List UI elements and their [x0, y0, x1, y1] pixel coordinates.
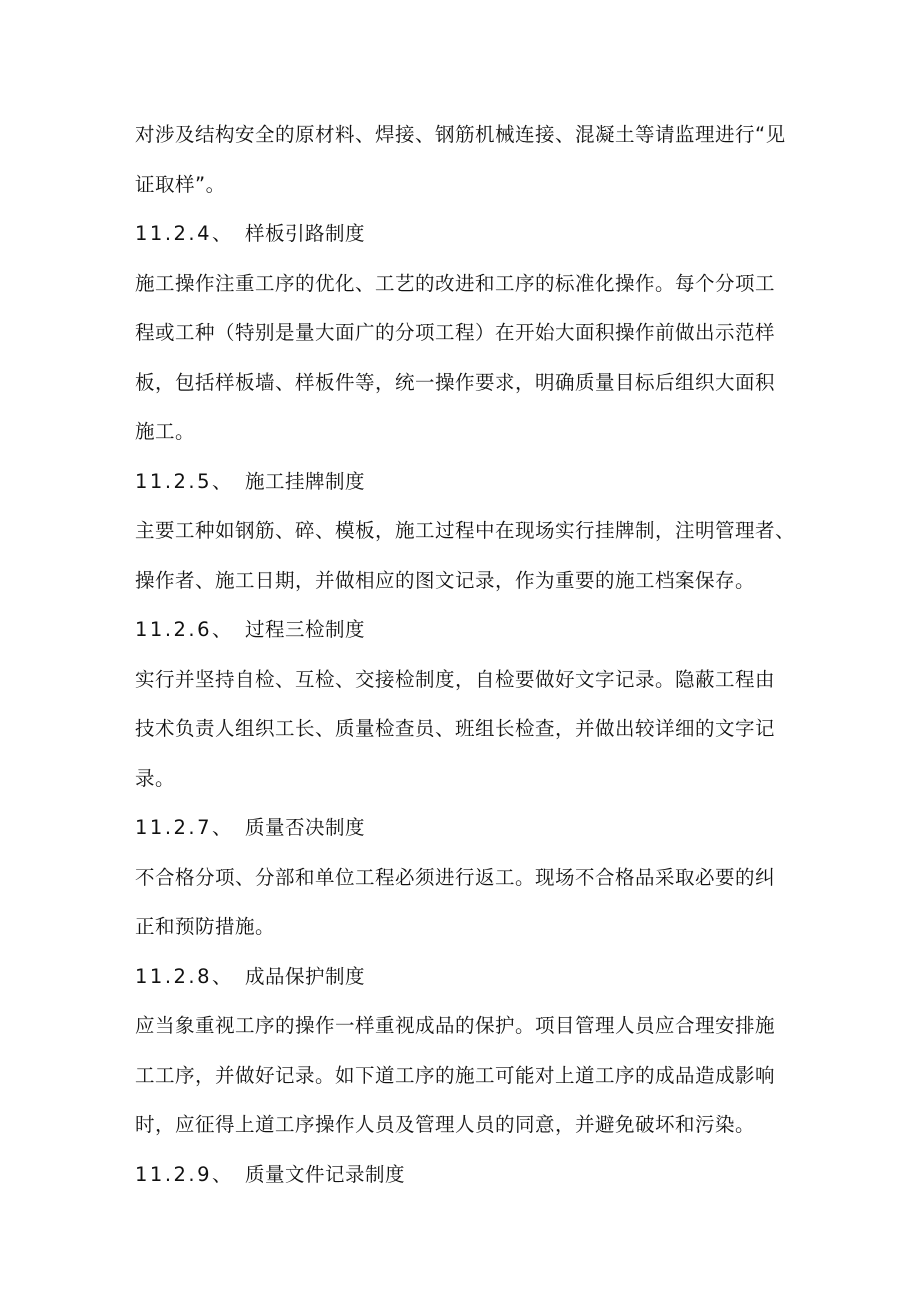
section-number: 11.2.4、 [135, 222, 235, 245]
document-page [135, 116, 795, 1205]
paragraph-line: 证取样”。 [135, 172, 226, 196]
section-title: 过程三检制度 [245, 618, 366, 641]
paragraph-line: 施工。 [135, 420, 196, 443]
section-heading [135, 611, 795, 661]
paragraph-line: 时，应征得上道工序操作人员及管理人员的同意，并避免破坏和污染。 [135, 1113, 756, 1136]
section-heading [135, 958, 795, 1008]
section-number: 11.2.7、 [135, 816, 235, 839]
paragraph-line: 正和预防措施。 [135, 915, 276, 938]
section-title: 质量否决制度 [245, 816, 366, 839]
section-number: 11.2.5、 [135, 469, 235, 493]
section-title: 样板引路制度 [245, 222, 366, 245]
paragraph-line: 程或工种（特别是量大面广的分项工程）在开始大面积操作前做出示范样 [135, 321, 776, 344]
paragraph-line: 录。 [135, 766, 176, 790]
section-title: 成品保护制度 [245, 964, 366, 988]
paragraph-line: 技术负责人组织工长、质量检查员、班组长检查，并做出较详细的文字记 [135, 717, 776, 740]
paragraph-line: 应当象重视工序的操作一样重视成品的保护。项目管理人员应合理安排施 [135, 1014, 776, 1037]
paragraph-line: 主要工种如钢筋、碎、模板，施工过程中在现场实行挂牌制，注明管理者、 [135, 519, 796, 542]
section-title: 质量文件记录制度 [245, 1162, 406, 1186]
section-number: 11.2.8、 [135, 964, 235, 988]
section-heading [135, 463, 795, 513]
paragraph-line: 工工序，并做好记录。如下道工序的施工可能对上道工序的成品造成影响 [135, 1063, 776, 1087]
section-number: 11.2.9、 [135, 1162, 235, 1186]
paragraph-line: 对涉及结构安全的原材料、焊接、钢筋机械连接、混凝土等请监理进行“见 [135, 123, 786, 146]
section-number: 11.2.6、 [135, 618, 235, 641]
section-heading [135, 215, 795, 265]
section-heading [135, 809, 795, 859]
section-heading [135, 1156, 795, 1206]
paragraph-line: 施工操作注重工序的优化、工艺的改进和工序的标准化操作。每个分项工 [135, 271, 776, 295]
paragraph-line: 操作者、施工日期，并做相应的图文记录，作为重要的施工档案保存。 [135, 568, 756, 592]
paragraph-line: 实行并坚持自检、互检、交接检制度，自检要做好文字记录。隐蔽工程由 [135, 667, 776, 691]
section-title: 施工挂牌制度 [245, 469, 366, 493]
paragraph-line: 不合格分项、分部和单位工程必须进行返工。现场不合格品采取必要的纠 [135, 865, 776, 889]
paragraph-line: 板，包括样板墙、样板件等，统一操作要求，明确质量目标后组织大面积 [135, 370, 776, 394]
